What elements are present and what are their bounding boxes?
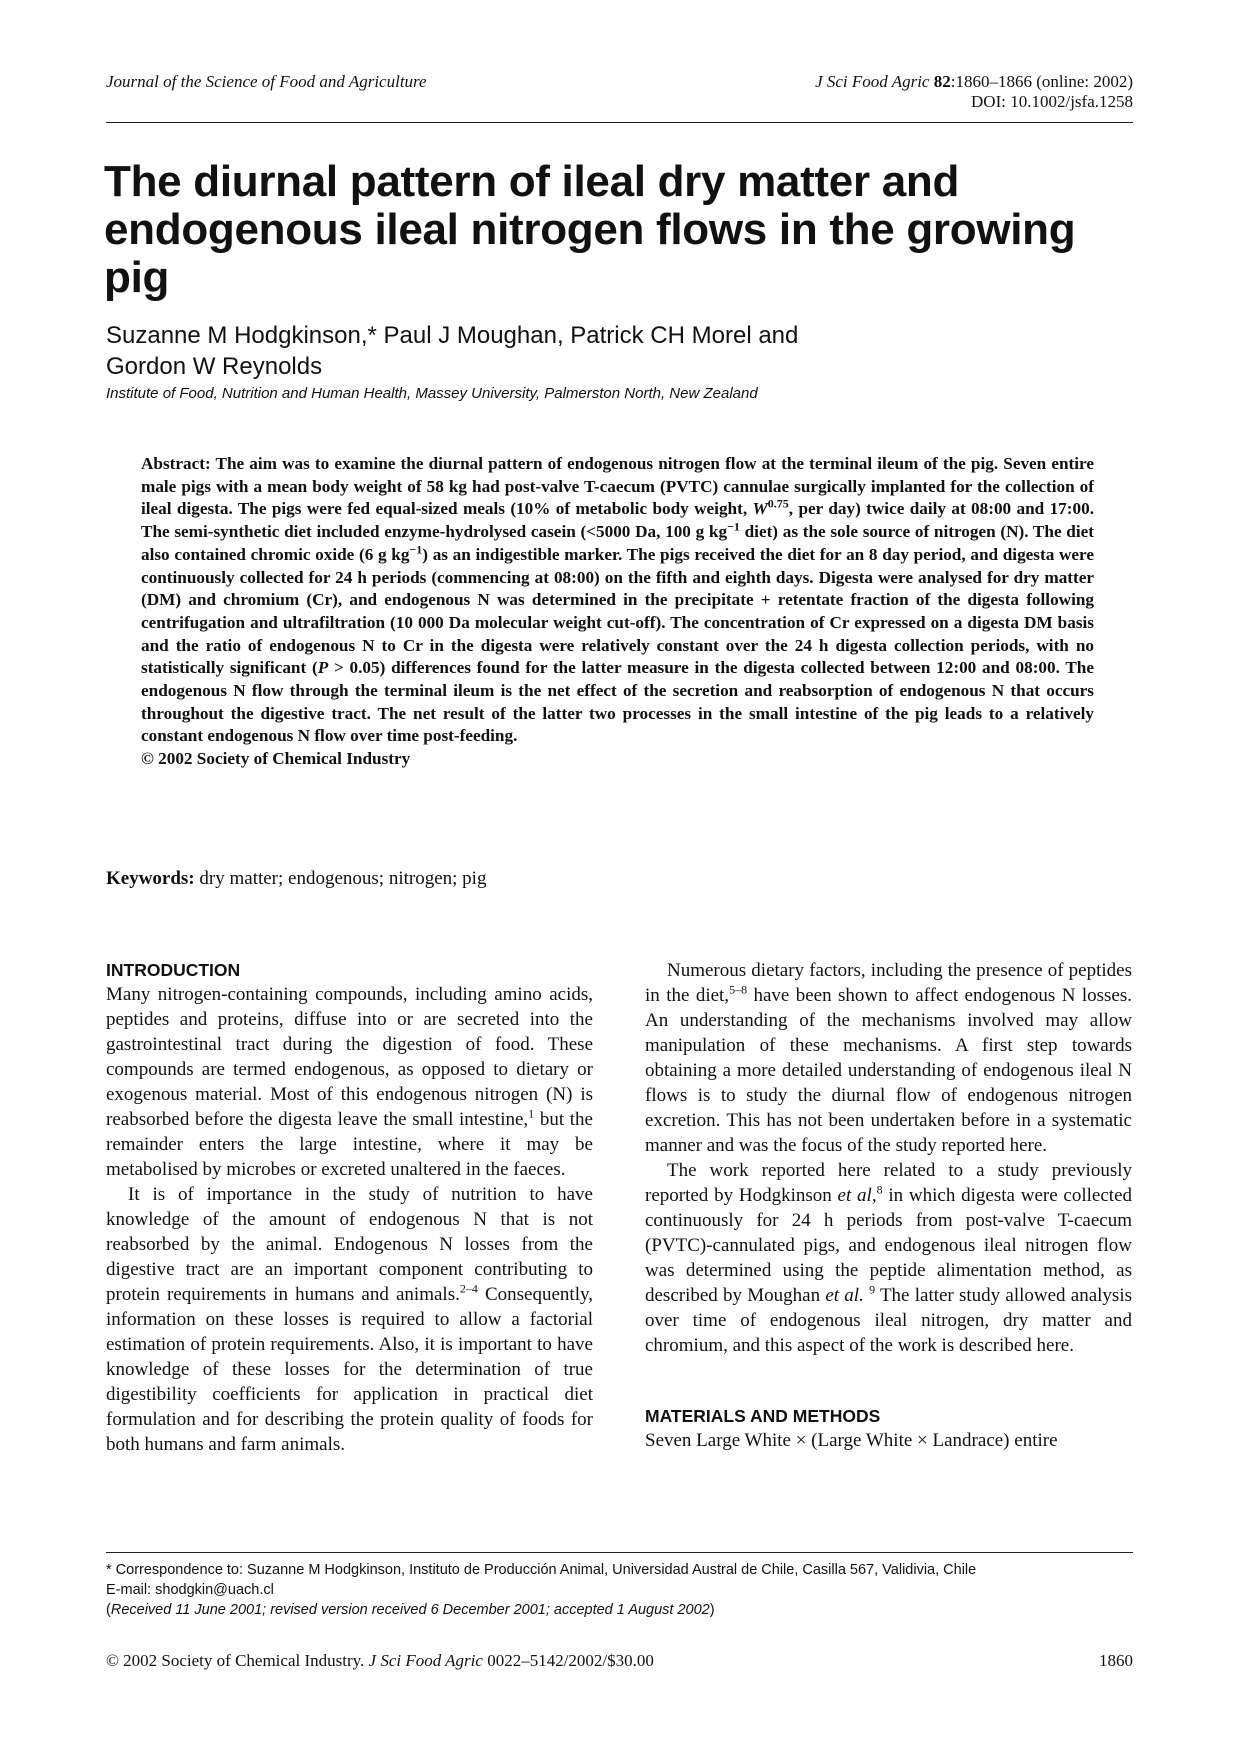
citation-ref: 2–4 bbox=[459, 1281, 478, 1296]
journal-name: Journal of the Science of Food and Agriculture bbox=[106, 72, 427, 91]
page-number: 1860 bbox=[1099, 1651, 1133, 1670]
section-spacer bbox=[645, 1358, 1132, 1404]
footer-journal: J Sci Food Agric bbox=[368, 1651, 483, 1670]
intro-p4-etal-2: et al. bbox=[825, 1285, 864, 1306]
email: E-mail: shodgkin@uach.cl bbox=[106, 1582, 274, 1598]
footer-copyright-text: © 2002 Society of Chemical Industry. bbox=[106, 1651, 369, 1670]
abstract-part-3: diet) as the sole source of nitrogen (N). The diet also contained chromic oxide (6 g kg bbox=[141, 522, 1094, 564]
authors-line-2: Gordon W Reynolds bbox=[106, 353, 323, 380]
abstract-w-exponent: 0.75 bbox=[767, 496, 789, 511]
paren-open: ( bbox=[106, 1602, 111, 1618]
intro-p3-text-a: Numerous dietary factors, including the presence of peptides in the diet, bbox=[645, 960, 1132, 1006]
abstract-part-1: Abstract: The aim was to examine the diurnal pattern of endogenous nitrogen flow at the terminal ileum of the pig. Seven entire male pigs with a mean body weight of 58 kg had post-valve T-caecum (PVTC) cannulae surgically implanted for the collection of ileal digesta. The pigs were fed equal-sized meals (10% of metabolic body weight, bbox=[141, 454, 1094, 519]
received-dates bbox=[106, 1600, 1133, 1620]
column-left bbox=[106, 958, 593, 1457]
intro-p4-comma: , bbox=[871, 1185, 877, 1206]
footnote bbox=[106, 1560, 1133, 1620]
doi: DOI: 10.1002/jsfa.1258 bbox=[971, 92, 1133, 111]
intro-p4-text-c: The latter study allowed analysis over time of endogenous ileal nitrogen, dry matter and chromium, and this aspect of the work is described here. bbox=[645, 1285, 1132, 1356]
abstract-p-symbol: P bbox=[317, 658, 329, 678]
abstract-exp-1: −1 bbox=[727, 519, 740, 534]
keywords bbox=[106, 868, 486, 890]
intro-p1-text-b: but the remainder enters the large intestine, where it may be metabolised by microbes or excreted unaltered in the faeces. bbox=[106, 1109, 593, 1180]
keywords-label: Keywords: bbox=[106, 868, 195, 889]
intro-p2-text-a: It is of importance in the study of nutrition to have knowledge of the amount of endogenous N that is not reabsorbed by the animal. Endogenous N losses from the digestive tract are an important component contributing to protein requirements in humans and animals. bbox=[106, 1184, 593, 1305]
footer-issn: 0022–5142/2002/$30.00 bbox=[482, 1651, 654, 1670]
author-list bbox=[106, 320, 1006, 382]
abstract-text bbox=[141, 453, 1094, 748]
intro-paragraph-1 bbox=[106, 982, 593, 1182]
citation-ref: 5–8 bbox=[729, 982, 748, 997]
keywords-text: dry matter; endogenous; nitrogen; pig bbox=[194, 868, 487, 889]
authors-line-1: Suzanne M Hodgkinson,* Paul J Moughan, Patrick CH Morel and bbox=[106, 322, 799, 349]
citation-journal: J Sci Food Agric bbox=[815, 72, 930, 91]
citation-pages: :1860–1866 (online: 2002) bbox=[950, 72, 1133, 91]
citation bbox=[815, 72, 1133, 112]
citation-ref: 1 bbox=[528, 1106, 535, 1121]
column-right bbox=[645, 958, 1132, 1453]
intro-p2-text-b: Consequently, information on these losses is required to allow a factorial estimation of protein requirements. Also, it is important to have knowledge of these losses for the determination of true digestibility coefficients for application in practical diet formulation and for describing the protein quality of foods for both humans and farm animals. bbox=[106, 1284, 593, 1455]
abstract-part-2: , per day) twice daily at 08:00 and 17:00. The semi-synthetic diet included enzyme-hydrolysed casein (<5000 Da, 100 g kg bbox=[141, 499, 1094, 542]
abstract-exp-2: −1 bbox=[409, 542, 423, 557]
abstract-copyright: © 2002 Society of Chemical Industry bbox=[141, 749, 411, 769]
intro-paragraph-2 bbox=[106, 1182, 593, 1457]
intro-paragraph-3 bbox=[645, 958, 1132, 1158]
intro-p3-text-b: have been shown to affect endogenous N losses. An understanding of the mechanisms involved may allow manipulation of these mechanisms. A first step towards obtaining a more detailed understanding of endogenous ileal N flows is to study the diurnal flow of endogenous nitrogen excretion. This has not been undertaken before in a systematic manner and was the focus of the study reported here. bbox=[645, 985, 1132, 1156]
section-heading-methods: MATERIALS AND METHODS bbox=[645, 1406, 881, 1426]
section-heading-introduction: INTRODUCTION bbox=[106, 960, 241, 980]
intro-paragraph-4 bbox=[645, 1158, 1132, 1358]
affiliation: Institute of Food, Nutrition and Human Health, Massey University, Palmerston North, New Zealand bbox=[106, 385, 758, 402]
abstract-w-symbol: W bbox=[752, 499, 768, 519]
footnote-divider bbox=[106, 1552, 1133, 1553]
paren-close: ) bbox=[709, 1602, 715, 1618]
citation-volume: 82 bbox=[933, 72, 951, 91]
correspondence: * Correspondence to: Suzanne M Hodgkinson, Instituto de Producción Animal, Universidad Austral de Chile, Casilla 567, Validivia, Chile bbox=[106, 1562, 977, 1578]
received-text: Received 11 June 2001; revised version received 6 December 2001; accepted 1 August 2002 bbox=[110, 1602, 710, 1618]
footer-copyright bbox=[106, 1651, 654, 1671]
abstract-part-4: ) as an indigestible marker. The pigs received the diet for an 8 day period, and digesta were continuously collected for 24 h periods (commencing at 08:00) on the fifth and eighth days. Digesta were analysed for dry matter (DM) and chromium (Cr), and endogenous N was determined in the precipitate + retentate fraction of the digesta following centrifugation and ultrafiltration (10 000 Da molecular weight cut-off). The concentration of Cr expressed on a digesta DM basis and the ratio of endogenous N to Cr in the digesta were relatively constant over the 24 h digesta collection periods, with no statistically significant ( bbox=[141, 544, 1094, 678]
citation-ref: 9 bbox=[869, 1282, 876, 1297]
article-title: The diurnal pattern of ileal dry matter and endogenous ileal nitrogen flows in the growing pig bbox=[104, 157, 1076, 302]
running-header bbox=[106, 70, 1133, 123]
citation-ref: 8 bbox=[876, 1182, 883, 1197]
intro-p4-text-a: The work reported here related to a study previously reported by Hodgkinson bbox=[645, 1160, 1132, 1206]
intro-p4-etal-1: et al bbox=[837, 1185, 872, 1206]
abstract-part-5: > 0.05) differences found for the latter measure in the digesta collected between 12:00 and 08:00. The endogenous N flow through the terminal ileum is the net effect of the secretion and reabsorption of endogenous N that occurs throughout the digestive tract. The net result of the latter two processes in the small intestine of the pig leads to a relatively constant endogenous N flow over time post-feeding. bbox=[141, 658, 1094, 746]
intro-p1-text-a: Many nitrogen-containing compounds, including amino acids, peptides and proteins, diffuse into or are secreted into the gastrointestinal tract during the digestion of food. These compounds are termed endogenous, as opposed to dietary or exogenous material. Most of this endogenous nitrogen (N) is reabsorbed before the digesta leave the small intestine, bbox=[106, 984, 593, 1130]
intro-p4-text-b: in which digesta were collected continuously for 24 h periods from post-valve T-caecum (PVTC)-cannulated pigs, and endogenous ileal nitrogen flow was determined using the peptide alimentation method, as described by Moughan bbox=[645, 1185, 1132, 1306]
abstract bbox=[141, 453, 1094, 771]
methods-paragraph-1: Seven Large White × (Large White × Landrace) entire bbox=[645, 1430, 1058, 1451]
